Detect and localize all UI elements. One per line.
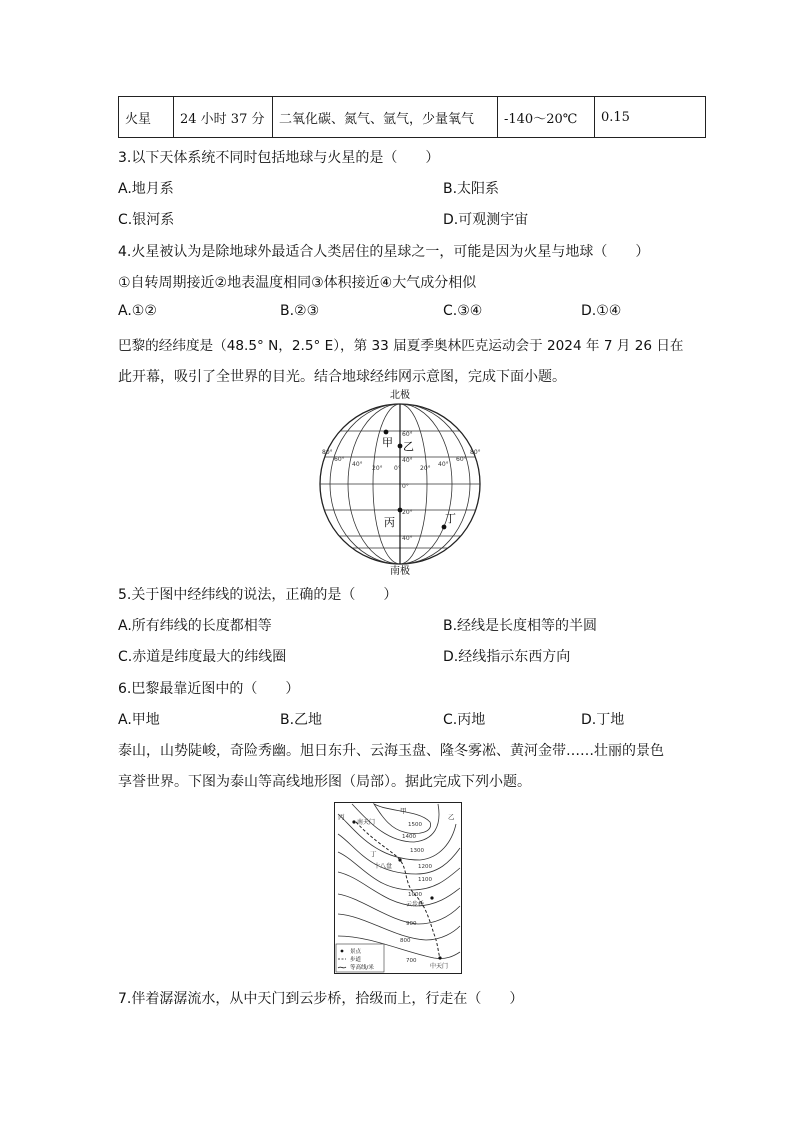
lon-label: 80° xyxy=(322,449,333,456)
place-label: 中天门 xyxy=(430,963,449,970)
contour-value: 800 xyxy=(400,938,411,944)
contour-value: 1100 xyxy=(418,877,432,883)
passage-2-line-2: 享誉世界。下图为泰山等高线地形图（局部）。据此完成下列小题。 xyxy=(118,774,531,790)
place-label: 十八盘 xyxy=(374,863,393,870)
option-d: D.丁地 xyxy=(581,712,625,728)
place-label: 云步桥 xyxy=(406,901,425,908)
option-c: C.赤道是纬度最大的纬线圈 xyxy=(118,649,287,665)
lat-label: 60° xyxy=(402,431,413,438)
question-7-stem: 7.伴着潺潺流水，从中天门到云步桥，拾级而上，行走在（ ） xyxy=(118,991,524,1007)
lon-label: 40° xyxy=(438,461,449,468)
option-b: B.②③ xyxy=(280,303,320,319)
option-d: D.可观测宇宙 xyxy=(443,212,529,228)
north-pole-label: 北极 xyxy=(390,390,410,401)
contour-value: 1400 xyxy=(402,834,416,840)
corner-label-yi: 乙 xyxy=(448,813,455,821)
contour-value: 900 xyxy=(406,921,417,927)
place-marker xyxy=(430,896,433,899)
point-yi-marker xyxy=(398,444,403,449)
table-row xyxy=(119,97,706,138)
option-a: A.①② xyxy=(118,303,157,319)
legend-label: 步道 xyxy=(350,957,362,963)
globe-diagram xyxy=(310,388,490,576)
lon-label: 80° xyxy=(470,449,481,456)
table-cell: 0.15 xyxy=(595,97,706,138)
option-b: B.乙地 xyxy=(280,712,323,728)
option-c: C.丙地 xyxy=(443,712,486,728)
question-6-stem: 6.巴黎最靠近图中的（ ） xyxy=(118,681,300,697)
place-marker xyxy=(398,858,401,861)
corner-label-bing: 丙 xyxy=(338,813,345,821)
point-ding-label: 丁 xyxy=(445,512,456,525)
point-bing-marker xyxy=(398,508,403,513)
option-d: D.经线指示东西方向 xyxy=(443,649,571,665)
contour-value: 700 xyxy=(406,958,417,964)
lon-label: 20° xyxy=(372,465,383,472)
option-d: D.①④ xyxy=(581,303,622,319)
lon-label: 60° xyxy=(456,456,467,463)
lat-label: 0° xyxy=(402,483,409,490)
option-c: C.③④ xyxy=(443,303,483,319)
point-jia-marker xyxy=(384,430,389,435)
table-cell: 24 小时 37 分 xyxy=(174,97,273,138)
lat-label: 40° xyxy=(402,457,413,464)
table-cell: -140～20℃ xyxy=(498,97,595,138)
option-c: C.银河系 xyxy=(118,212,175,228)
question-3-stem: 3.以下天体系统不同时包括地球与火星的是（ ） xyxy=(118,150,440,166)
legend-label: 景点 xyxy=(350,949,362,955)
lat-label: 40° xyxy=(402,535,413,542)
point-bing-label: 丙 xyxy=(384,516,395,529)
lon-label: 60° xyxy=(334,456,345,463)
option-a: A.地月系 xyxy=(118,181,174,197)
place-marker xyxy=(438,956,441,959)
point-ding-marker xyxy=(442,525,447,530)
point-yi-label: 乙 xyxy=(403,440,414,453)
option-a: A.所有纬线的长度都相等 xyxy=(118,618,272,634)
contour-map xyxy=(334,802,462,974)
legend-label: 等高线/米 xyxy=(350,965,374,971)
legend-point-icon xyxy=(341,950,344,953)
contour-value: 1200 xyxy=(418,864,432,870)
table-cell: 火星 xyxy=(119,97,174,138)
corner-label-jia: 甲 xyxy=(400,807,407,815)
passage-2-line-1: 泰山，山势陡峻，奇险秀幽。旭日东升、云海玉盘、隆冬雾凇、黄河金带……壮丽的景色 xyxy=(118,743,664,759)
option-b: B.经线是长度相等的半圆 xyxy=(443,618,598,634)
contour-value: 1500 xyxy=(408,822,422,828)
data-table xyxy=(118,96,706,138)
corner-label-ding: 丁 xyxy=(370,850,377,858)
passage-1-line-1: 巴黎的经纬度是（48.5° N，2.5° E），第 33 届夏季奥林匹克运动会于 2024 年 7 月 26 日在 xyxy=(118,338,684,354)
question-4-stem: 4.火星被认为是除地球外最适合人类居住的星球之一，可能是因为火星与地球（ ） xyxy=(118,244,650,260)
table-cell: 二氧化碳、氮气、氩气，少量氧气 xyxy=(273,97,498,138)
south-pole-label: 南极 xyxy=(390,566,410,576)
lon-label: 40° xyxy=(352,461,363,468)
question-4-options-line: ①自转周期接近②地表温度相同③体积接近④大气成分相似 xyxy=(118,275,477,291)
lon-label: 0° xyxy=(394,465,401,472)
place-marker xyxy=(352,820,355,823)
lon-label: 20° xyxy=(420,465,431,472)
contour-value: 1000 xyxy=(408,892,422,898)
lat-label: 20° xyxy=(402,509,413,516)
contour-value: 1300 xyxy=(410,848,424,854)
passage-1-line-2: 此开幕，吸引了全世界的目光。结合地球经纬网示意图，完成下面小题。 xyxy=(118,369,566,385)
option-a: A.甲地 xyxy=(118,712,160,728)
option-b: B.太阳系 xyxy=(443,181,500,197)
place-label: 南天门 xyxy=(357,819,376,826)
point-jia-label: 甲 xyxy=(382,436,393,449)
question-5-stem: 5.关于图中经纬线的说法，正确的是（ ） xyxy=(118,587,398,603)
